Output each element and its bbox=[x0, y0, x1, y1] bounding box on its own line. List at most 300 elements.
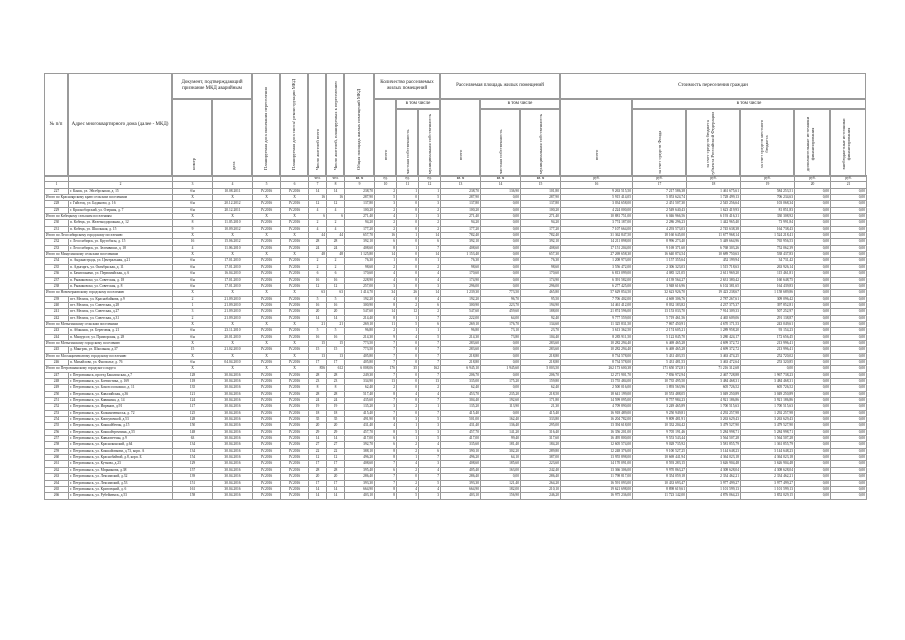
table-cell: 28 bbox=[327, 239, 345, 245]
table-cell: 5 915 414,05 bbox=[561, 195, 633, 201]
table-cell: X bbox=[281, 353, 309, 359]
table-cell: 0 bbox=[397, 385, 419, 391]
table-cell: 1 bbox=[419, 328, 441, 334]
unit-cell: руб. bbox=[687, 176, 741, 182]
table-cell: 12 bbox=[309, 455, 327, 461]
table-cell: 4 bbox=[375, 277, 397, 283]
table-cell: 21.02.2010 bbox=[213, 347, 253, 353]
table-cell: IV.2016 bbox=[281, 372, 309, 378]
table-cell: 8 bbox=[375, 391, 397, 397]
table-cell: 4 bbox=[419, 486, 441, 492]
table-cell: 9 bbox=[173, 226, 213, 232]
table-cell: 13 bbox=[309, 353, 327, 359]
table-cell: 4 bbox=[397, 391, 419, 397]
table-cell: X bbox=[213, 290, 253, 296]
table-cell: 73,80 bbox=[481, 334, 521, 340]
table-cell: 4 669 306,76 bbox=[633, 296, 687, 302]
table-cell: 0,00 bbox=[795, 353, 831, 359]
table-cell: 0,00 bbox=[795, 379, 831, 385]
table-cell: 291 138,87 bbox=[741, 315, 795, 321]
table-cell: 13 366 306,00 bbox=[561, 467, 633, 473]
table-cell: 98,60 bbox=[441, 264, 481, 270]
col-area-municipal: муниципальная собственность bbox=[520, 109, 560, 177]
table-cell: 259 bbox=[45, 448, 69, 454]
table-cell: 309 096,42 bbox=[741, 296, 795, 302]
table-cell: 5 bbox=[397, 429, 419, 435]
table-cell: 257,00 bbox=[345, 283, 375, 289]
table-cell: 6 945,10 bbox=[441, 366, 481, 372]
table-cell: 20 bbox=[309, 423, 327, 429]
table-cell: 100,20 bbox=[441, 207, 481, 213]
table-cell: 2 500 016,00 bbox=[561, 385, 633, 391]
table-cell: 0 bbox=[397, 277, 419, 283]
table-cell: 3 bbox=[419, 214, 441, 220]
table-cell: 782,40 bbox=[441, 233, 481, 239]
table-cell: 0,00 bbox=[831, 448, 867, 454]
table-cell: 501,00 bbox=[441, 417, 481, 423]
table-cell: 63 bbox=[309, 290, 327, 296]
table-cell: 0,00 bbox=[795, 467, 831, 473]
col-residents-planned: Число жителей, планируемых к переселению bbox=[326, 73, 344, 177]
table-cell: г. Петровшанск, ул. Куткова, д.23 bbox=[69, 461, 173, 467]
table-cell: 21,30 bbox=[521, 404, 561, 410]
table-cell: 8 283 911,50 bbox=[561, 334, 633, 340]
table-cell: 3 564 507,28 bbox=[687, 436, 741, 442]
table-cell: 3 463 472,64 bbox=[687, 359, 741, 365]
table-cell: 317,60 bbox=[521, 436, 561, 442]
table-cell: 10.08.2011 bbox=[213, 188, 253, 194]
table-cell: IV.2016 bbox=[281, 436, 309, 442]
table-cell: 1 101 599,13 bbox=[741, 486, 795, 492]
table-cell: 0 bbox=[397, 359, 419, 365]
table-cell: 517,40 bbox=[345, 391, 375, 397]
col-planned-demolition: Планируемая дата сноса/ реконструкции МКД bbox=[280, 73, 308, 177]
table-cell: 8 bbox=[327, 385, 345, 391]
table-cell: 0,00 bbox=[481, 258, 521, 264]
table-cell: 235,20 bbox=[481, 391, 521, 397]
table-cell: 30.04.2016 bbox=[213, 461, 253, 467]
table-cell: 232 bbox=[45, 239, 69, 245]
table-cell: IV.2016 bbox=[253, 207, 281, 213]
table-cell: пгт. Мелиск, ул. Советская, д.28 bbox=[69, 302, 173, 308]
table-cell: IV.2016 bbox=[253, 410, 281, 416]
table-cell: 0,00 bbox=[795, 201, 831, 207]
table-cell: 137,80 bbox=[345, 201, 375, 207]
table-cell: 20 bbox=[327, 309, 345, 315]
column-number: 19 bbox=[741, 182, 795, 188]
table-cell: 14 bbox=[375, 309, 397, 315]
subtotal-title: Итого по Петровшанскому городского округа bbox=[45, 366, 173, 372]
table-cell: 3 484 468,31 bbox=[741, 379, 795, 385]
table-cell: 7 bbox=[375, 372, 397, 378]
table-cell: IV.2016 bbox=[253, 423, 281, 429]
table-cell: 0,00 bbox=[831, 195, 867, 201]
table-cell: 6 bbox=[419, 321, 441, 327]
table-cell: 218,80 bbox=[441, 353, 481, 359]
table-cell: 175,20 bbox=[481, 379, 521, 385]
table-cell: X bbox=[281, 321, 309, 327]
table-cell: 10 433 693,47 bbox=[633, 480, 687, 486]
table-cell: 459,60 bbox=[481, 309, 521, 315]
table-cell: 5 bbox=[327, 328, 345, 334]
table-cell: 0 bbox=[397, 410, 419, 416]
table-cell: 20.12.2012 bbox=[213, 201, 253, 207]
table-cell: 335,60 bbox=[441, 442, 481, 448]
table-cell: 7 bbox=[419, 474, 441, 480]
table-cell: 0 bbox=[397, 353, 419, 359]
table-cell: IV.2016 bbox=[253, 404, 281, 410]
table-cell: 3 263 629,43 bbox=[687, 417, 741, 423]
table-cell: 4 bbox=[375, 271, 397, 277]
table-cell: 3 921 186,86 bbox=[741, 398, 795, 404]
table-cell: 4 308 628,04 bbox=[687, 467, 741, 473]
table-cell: 271,40 bbox=[521, 214, 561, 220]
table-cell: 1 289 958,20 bbox=[687, 328, 741, 334]
table-cell: г. Петровшанск, ул. Ипрвнов, д.91 bbox=[69, 404, 173, 410]
table-cell: 4 699 372,72 bbox=[687, 347, 741, 353]
table-cell: 21.09.2010 bbox=[213, 315, 253, 321]
table-cell: 57 629 854,50 bbox=[561, 290, 633, 296]
table-cell: 103 068,34 bbox=[741, 201, 795, 207]
table-cell: 0,00 bbox=[481, 359, 521, 365]
table-cell: 118 bbox=[173, 379, 213, 385]
table-cell: 0,00 bbox=[481, 226, 521, 232]
table-cell: IV.2016 bbox=[281, 385, 309, 391]
unit-cell: ед. bbox=[397, 176, 419, 182]
table-cell: 2 bbox=[375, 207, 397, 213]
table-cell: 0 bbox=[397, 372, 419, 378]
table-cell: 18 bbox=[309, 410, 327, 416]
table-cell: 0,00 bbox=[831, 372, 867, 378]
table-cell: 3 479 527,90 bbox=[687, 423, 741, 429]
table-cell: 73 991,84 bbox=[741, 220, 795, 226]
table-cell: 0,00 bbox=[795, 290, 831, 296]
table-cell: 0,00 bbox=[795, 493, 831, 499]
table-cell: 19 bbox=[309, 404, 327, 410]
table-cell: 10.09.2012 bbox=[213, 226, 253, 232]
unit-cell: руб. bbox=[633, 176, 687, 182]
table-cell: X bbox=[173, 353, 213, 359]
table-cell: 16 356 201,00 bbox=[561, 429, 633, 435]
unit-cell: кв. м bbox=[481, 176, 521, 182]
table-cell: 3 bbox=[375, 404, 397, 410]
table-cell: 1 bbox=[397, 233, 419, 239]
table-cell: IV.2016 bbox=[253, 315, 281, 321]
table-cell: 8 032 183,82 bbox=[633, 302, 687, 308]
table-cell: 0,00 bbox=[831, 461, 867, 467]
table-cell: 657,70 bbox=[345, 233, 375, 239]
table-cell: 2 bbox=[375, 220, 397, 226]
table-cell: 174,90 bbox=[521, 277, 561, 283]
table-cell: 23 bbox=[327, 379, 345, 385]
table-cell: 14 bbox=[309, 493, 327, 499]
table-cell: X bbox=[173, 233, 213, 239]
table-cell: 0 bbox=[397, 264, 419, 270]
table-cell: 5 bbox=[309, 296, 327, 302]
table-cell: 0,00 bbox=[831, 366, 867, 372]
table-cell: 0 bbox=[397, 258, 419, 264]
subtotal-title: Итого по Мосхацкемвсатому городскому поселению bbox=[45, 353, 173, 359]
table-cell: 0,00 bbox=[831, 493, 867, 499]
table-cell: 0 bbox=[397, 379, 419, 385]
column-number: 1 bbox=[45, 182, 69, 188]
table-cell: 10 881 751,00 bbox=[561, 214, 633, 220]
table-cell: 11.05.2010 bbox=[213, 220, 253, 226]
table-cell: 2 bbox=[309, 264, 327, 270]
table-cell: 125 bbox=[173, 410, 213, 416]
table-cell: 2 631 380,42 bbox=[687, 277, 741, 283]
table-cell: 335,00 bbox=[441, 379, 481, 385]
table-cell: 214,30 bbox=[441, 334, 481, 340]
col-cost-fund: за счет средств Фонда bbox=[632, 109, 686, 177]
table-cell: 6 bbox=[309, 214, 327, 220]
table-cell: 177,20 bbox=[441, 226, 481, 232]
table-cell: 300,90 bbox=[345, 302, 375, 308]
table-cell: 3 249 465,89 bbox=[633, 404, 687, 410]
table-cell: 10 735 495,50 bbox=[633, 379, 687, 385]
table-cell: 1 bbox=[173, 302, 213, 308]
table-cell: 4 bbox=[419, 271, 441, 277]
table-cell: 388,10 bbox=[345, 448, 375, 454]
table-cell: г. Петровшанск, ул. Кавинина, д. 14 bbox=[69, 398, 173, 404]
table-cell: 0,00 bbox=[795, 188, 831, 194]
table-cell: X bbox=[213, 233, 253, 239]
table-cell: 408,60 bbox=[345, 461, 375, 467]
table-cell: 0,00 bbox=[831, 353, 867, 359]
table-cell: X bbox=[213, 353, 253, 359]
table-cell: 16 bbox=[309, 302, 327, 308]
table-cell: 176 bbox=[375, 366, 397, 372]
table-cell: 0 bbox=[397, 474, 419, 480]
table-cell: 664,90 bbox=[441, 486, 481, 492]
unit-cell: ед. bbox=[419, 176, 441, 182]
table-cell: 254 bbox=[45, 417, 69, 423]
table-cell: 4 085 121,05 bbox=[633, 271, 687, 277]
table-cell: 452 199,94 bbox=[687, 258, 741, 264]
table-cell: 170,60 bbox=[441, 271, 481, 277]
table-cell: 27 bbox=[309, 442, 327, 448]
table-cell: 8 593 283,15 bbox=[633, 461, 687, 467]
table-cell: 229 bbox=[45, 207, 69, 213]
table-cell: 188,00 bbox=[521, 309, 561, 315]
table-cell: г. Петровшанск, ул. Кригоецкий, д. 6 bbox=[69, 486, 173, 492]
table-cell: 390,10 bbox=[441, 448, 481, 454]
table-cell: б/н bbox=[173, 201, 213, 207]
table-cell: IV.2016 bbox=[253, 226, 281, 232]
table-cell: 0,00 bbox=[795, 315, 831, 321]
table-cell: 6 bbox=[309, 271, 327, 277]
table-cell: 431,40 bbox=[345, 423, 375, 429]
table-cell: 7 bbox=[375, 480, 397, 486]
table-cell: 30.04.2016 bbox=[213, 467, 253, 473]
table-cell: 14 170 091,00 bbox=[561, 461, 633, 467]
table-cell: 782,40 bbox=[521, 233, 561, 239]
table-cell: 35 bbox=[309, 417, 327, 423]
table-cell: 213 996,41 bbox=[741, 340, 795, 346]
table-cell: 1 361 855,79 bbox=[741, 442, 795, 448]
table-cell: 3 852 029,15 bbox=[741, 493, 795, 499]
column-number: 6 bbox=[281, 182, 309, 188]
table-cell: 5 122 845,70 bbox=[633, 334, 687, 340]
table-cell: IV.2016 bbox=[281, 334, 309, 340]
table-cell: 9 bbox=[375, 334, 397, 340]
table-cell: 11 723 142,00 bbox=[633, 493, 687, 499]
table-cell: 31 362 847,50 bbox=[561, 233, 633, 239]
table-cell: 415,40 bbox=[441, 410, 481, 416]
table-cell: 1 bbox=[397, 328, 419, 334]
column-number: 5 bbox=[253, 182, 281, 188]
table-cell: 4 bbox=[397, 334, 419, 340]
table-cell: 13 bbox=[419, 379, 441, 385]
column-number: 15 bbox=[521, 182, 561, 188]
table-cell: б/н bbox=[173, 264, 213, 270]
table-cell: 94,20 bbox=[345, 220, 375, 226]
table-cell: г. Петровшанск, ул. Краснобайвой, д.8, корп. Б bbox=[69, 455, 173, 461]
table-cell: 0,00 bbox=[831, 328, 867, 334]
table-cell: 30.04.2016 bbox=[213, 480, 253, 486]
table-cell: 1 623 419,93 bbox=[687, 207, 741, 213]
table-cell: X bbox=[253, 233, 281, 239]
table-cell: 765 956,53 bbox=[741, 239, 795, 245]
table-cell: 16 bbox=[327, 334, 345, 340]
table-cell: X bbox=[253, 353, 281, 359]
table-cell: 64,00 bbox=[481, 315, 521, 321]
table-cell: 0,00 bbox=[481, 385, 521, 391]
table-cell: г. Лесосибирск, ул. Зеленвиши, д. 18 bbox=[69, 245, 173, 251]
table-cell: 250 bbox=[45, 391, 69, 397]
table-cell: 157 bbox=[173, 467, 213, 473]
table-cell: 2 bbox=[419, 264, 441, 270]
table-cell: п. Мамурсое, ул. Приморская, д. 28 bbox=[69, 334, 173, 340]
table-cell: 162 bbox=[419, 366, 441, 372]
table-cell: г. Канск, ул. Эйсебрсыпаи, д. 15 bbox=[69, 188, 173, 194]
table-cell: 465,80 bbox=[521, 290, 561, 296]
table-cell: X bbox=[281, 340, 309, 346]
table-cell: X bbox=[281, 366, 309, 372]
table-cell: 706 234,63 bbox=[741, 195, 795, 201]
table-cell: 192,60 bbox=[481, 398, 521, 404]
table-cell: г. Петровшанск, ул. Кокшайсвкови, д.73, корп. А bbox=[69, 448, 173, 454]
table-cell: 129 bbox=[173, 461, 213, 467]
table-cell: 0,00 bbox=[481, 252, 521, 258]
table-cell: 296,00 bbox=[521, 283, 561, 289]
table-cell: г. Петровшанск, ул. Красноконский, д.64 bbox=[69, 442, 173, 448]
col-area-all: всего bbox=[440, 99, 480, 177]
table-cell: 3 977 499,27 bbox=[687, 480, 741, 486]
table-cell: 253 320,85 bbox=[741, 359, 795, 365]
table-cell: 8 bbox=[375, 245, 397, 251]
table-cell: 6 469 465,28 bbox=[633, 340, 687, 346]
table-cell: 236 bbox=[45, 271, 69, 277]
table-cell: 261 bbox=[45, 461, 69, 467]
table-cell: 28 bbox=[309, 391, 327, 397]
table-cell: 2 611 969,20 bbox=[687, 271, 741, 277]
table-cell: 29 bbox=[309, 429, 327, 435]
table-cell: 15 bbox=[327, 347, 345, 353]
table-cell: 48 bbox=[327, 252, 345, 258]
table-cell: пгт. Мелиск, ул. Советская, д.27 bbox=[69, 309, 173, 315]
table-cell: 8 734 578,00 bbox=[561, 353, 633, 359]
table-cell: 403,10 bbox=[345, 493, 375, 499]
table-cell: 3 bbox=[419, 493, 441, 499]
table-cell: 245 bbox=[45, 347, 69, 353]
table-cell: 7 bbox=[375, 474, 397, 480]
table-cell: 269,10 bbox=[441, 321, 481, 327]
table-cell: 387,00 bbox=[521, 455, 561, 461]
table-cell: 0,00 bbox=[831, 283, 867, 289]
column-number: 11 bbox=[397, 182, 419, 188]
table-cell: 1 461 675,61 bbox=[687, 188, 741, 194]
table-cell: 04.04.2010 bbox=[213, 359, 253, 365]
table-cell: 0,00 bbox=[795, 245, 831, 251]
table-cell: 30.04.2016 bbox=[213, 423, 253, 429]
table-cell: 0 bbox=[397, 296, 419, 302]
table-cell: 252 720,02 bbox=[741, 353, 795, 359]
table-cell: IV.2016 bbox=[281, 455, 309, 461]
table-cell: 96,80 bbox=[441, 328, 481, 334]
table-cell: 2 bbox=[327, 258, 345, 264]
col-count-all: всего bbox=[374, 99, 396, 177]
table-cell: 222,00 bbox=[441, 315, 481, 321]
table-cell: 2 787 267,61 bbox=[687, 296, 741, 302]
table-cell: 96,80 bbox=[345, 328, 375, 334]
table-cell: 0,00 bbox=[795, 277, 831, 283]
table-cell: 156,90 bbox=[481, 493, 521, 499]
table-cell: 135,20 bbox=[345, 404, 375, 410]
table-cell: 249,30 bbox=[345, 372, 375, 378]
table-cell: 214,40 bbox=[345, 315, 375, 321]
table-cell: 22 bbox=[309, 448, 327, 454]
table-cell: 3 bbox=[173, 309, 213, 315]
table-cell: 262 173 600,38 bbox=[561, 366, 633, 372]
table-cell: X bbox=[173, 252, 213, 258]
table-cell: 28 bbox=[309, 372, 327, 378]
table-cell: 0,00 bbox=[831, 404, 867, 410]
table-cell: 0,00 bbox=[795, 417, 831, 423]
table-cell: 3 144 648,23 bbox=[687, 448, 741, 454]
table-cell: 1 bbox=[397, 423, 419, 429]
table-cell: X bbox=[281, 233, 309, 239]
table-cell: X bbox=[253, 366, 281, 372]
unit-cell: ед. bbox=[375, 176, 397, 182]
table-cell: 1 bbox=[419, 258, 441, 264]
table-cell: IV.2016 bbox=[281, 245, 309, 251]
table-cell: 32 623 926,70 bbox=[633, 290, 687, 296]
table-cell: 15.06.2012 bbox=[213, 239, 253, 245]
table-cell: 206,70 bbox=[521, 372, 561, 378]
table-cell: 5 431 403,55 bbox=[633, 353, 687, 359]
table-cell: 14 599 095,00 bbox=[561, 398, 633, 404]
table-cell: 2 334 462,21 bbox=[687, 474, 741, 480]
table-cell: IV.2016 bbox=[253, 417, 281, 423]
table-cell: 3 280 424,17 bbox=[687, 334, 741, 340]
table-cell: 664,90 bbox=[345, 486, 375, 492]
column-number: 2 bbox=[69, 182, 173, 188]
table-cell: 12 248 376,00 bbox=[561, 448, 633, 454]
table-cell: 2 bbox=[375, 328, 397, 334]
table-cell: IV.2016 bbox=[281, 359, 309, 365]
table-cell: 128 bbox=[173, 372, 213, 378]
table-cell: 283,60 bbox=[441, 340, 481, 346]
col-number-header: № п/п bbox=[44, 73, 68, 177]
table-cell: 2 545 256,64 bbox=[687, 201, 741, 207]
table-cell: 228 bbox=[45, 201, 69, 207]
table-cell: 13 bbox=[375, 379, 397, 385]
table-cell: 5 bbox=[397, 321, 419, 327]
table-cell: 2 bbox=[419, 226, 441, 232]
col-cost-extra: дополнительные источники финансирования bbox=[794, 109, 830, 177]
table-cell: 0,00 bbox=[831, 398, 867, 404]
